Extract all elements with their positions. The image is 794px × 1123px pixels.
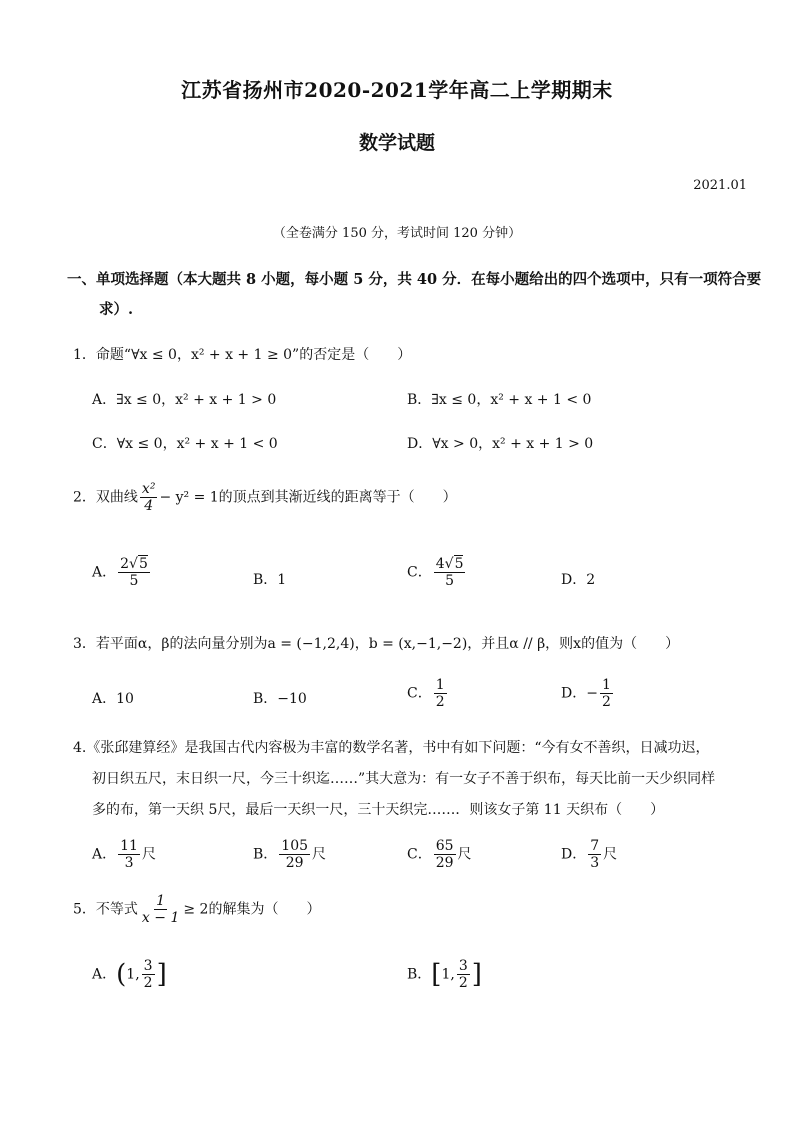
question-4-option-b-fraction — [279, 838, 310, 871]
question-5-option-a-fraction — [142, 958, 155, 991]
question-4-option-b-label: B． — [253, 846, 278, 863]
question-1-option-d: D．∀x > 0，x² + x + 1 > 0 — [407, 436, 594, 452]
question-3-option-d — [561, 677, 615, 710]
question-3-option-d-label: D．− — [561, 685, 598, 702]
question-5-option-a-num: 3 — [143, 958, 153, 974]
question-2-frac-num: x² — [141, 481, 156, 497]
question-4-line3: 多的布，第一天织 5尺，最后一天织一尺，三十天织完……．则该女子第 11 天织布（ ） — [92, 802, 665, 818]
question-4-option-a-den: 3 — [124, 855, 134, 872]
question-5-prefix: 5．不等式 — [73, 901, 138, 918]
question-5-stem — [73, 893, 320, 926]
question-4-option-a — [92, 838, 156, 871]
question-2-option-a — [92, 556, 152, 589]
question-4-option-d-fraction — [588, 838, 601, 871]
question-3-stem: 3．若平面α，β的法向量分别为a = (−1,2,4)，b = (x,−1,−2)，并且α // β，则x的值为（ ） — [73, 636, 680, 652]
question-5-option-a-left: 1, — [126, 966, 140, 983]
question-4-line2: 初日织五尺，末日织一尺，今三十织迄……”其大意为：有一女子不善于织布，每天比前一天少织同样 — [92, 771, 716, 787]
question-5-option-b — [407, 958, 482, 991]
question-1-option-a: A．∃x ≤ 0，x² + x + 1 > 0 — [92, 392, 277, 408]
question-4-option-a-label: A． — [92, 846, 117, 863]
question-3-option-c-label: C． — [407, 685, 432, 702]
exam-title: 江苏省扬州市2020-2021学年高二上学期期末 — [181, 78, 613, 102]
question-3-option-d-den: 2 — [601, 694, 611, 711]
question-4-line1: 4.《张邱建算经》是我国古代内容极为丰富的数学名著，书中有如下问题：“今有女不善织，日减功迟， — [73, 740, 710, 756]
question-2-suffix: − y² = 1的顶点到其渐近线的距离等于（ ） — [159, 489, 457, 506]
question-4-option-d-label: D． — [561, 846, 587, 863]
question-2-option-a-den: 5 — [129, 573, 139, 590]
question-1-option-c: C．∀x ≤ 0，x² + x + 1 < 0 — [92, 436, 278, 452]
question-2-option-a-fraction: $\frac{2√5}{5}$ — [120, 556, 148, 590]
question-3-option-c — [407, 677, 449, 710]
question-2-option-a-label: A． — [92, 564, 117, 581]
question-4-option-d — [561, 838, 617, 871]
question-4-option-b-unit: 尺 — [312, 846, 327, 863]
question-2-frac-den: 4 — [144, 498, 154, 515]
question-4-option-b-den: 29 — [285, 855, 304, 872]
exam-subtitle: 数学试题 — [358, 132, 435, 154]
question-3-option-d-num: 1 — [601, 677, 611, 693]
question-2-option-c-den: 5 — [445, 573, 455, 590]
question-3-option-d-fraction — [600, 677, 613, 710]
question-2-fraction — [140, 481, 158, 514]
question-5-option-a — [92, 958, 167, 991]
section-heading-line2: 求）. — [99, 301, 134, 318]
question-5-option-b-den: 2 — [458, 975, 468, 992]
section-heading-line1: 一、单项选择题（本大题共 8 小题，每小题 5 分，共 40 分．在每小题给出的四个选项中，只有一项符合要 — [67, 271, 762, 288]
question-2-option-a-radicand: 5 — [138, 556, 148, 572]
question-3-option-c-fraction — [434, 677, 447, 710]
question-5-frac-num: 1 — [156, 893, 166, 909]
question-2-option-d: D．2 — [561, 572, 596, 588]
question-5-frac-den: x − 1 — [141, 910, 180, 927]
exam-date: 2021.01 — [693, 178, 747, 193]
question-4-option-b — [253, 838, 326, 871]
question-2-option-c-radicand: 5 — [454, 556, 464, 572]
question-5-option-b-open: [ — [431, 959, 442, 990]
question-2-option-c-fraction: $\frac{4√5}{5}$ — [435, 556, 464, 590]
question-5-option-b-num: 3 — [458, 958, 468, 974]
question-3-option-c-den: 2 — [435, 694, 445, 711]
question-4-option-a-unit: 尺 — [141, 846, 156, 863]
question-4-option-c-den: 29 — [435, 855, 454, 872]
question-5-option-a-label: A． — [92, 966, 117, 983]
question-1-option-b: B．∃x ≤ 0，x² + x + 1 < 0 — [407, 392, 592, 408]
question-3-option-a: A．10 — [92, 691, 134, 707]
question-1-stem: 1．命题“∀x ≤ 0，x² + x + 1 ≥ 0”的否定是（ ） — [73, 347, 412, 363]
question-5-option-b-close: ] — [471, 959, 482, 990]
question-2-option-c-label: C． — [407, 564, 432, 581]
question-2-stem — [73, 481, 457, 514]
question-4-option-d-num: 7 — [590, 838, 600, 854]
question-4-option-c-unit: 尺 — [457, 846, 472, 863]
question-2-option-c — [407, 556, 467, 589]
question-4-option-d-den: 3 — [590, 855, 600, 872]
question-4-option-c — [407, 838, 472, 871]
question-4-option-c-label: C． — [407, 846, 432, 863]
question-3-option-b: B．−10 — [253, 691, 307, 707]
question-4-option-c-fraction — [434, 838, 456, 871]
question-2-prefix: 2．双曲线 — [73, 489, 138, 506]
question-5-option-a-close: ] — [156, 959, 167, 990]
question-2-option-a-coef: 2 — [120, 556, 130, 572]
question-5-option-a-open: ( — [116, 959, 127, 990]
question-4-option-b-num: 105 — [281, 838, 309, 854]
exam-note: （全卷满分 150 分，考试时间 120 分钟） — [272, 226, 522, 241]
question-4-option-c-num: 65 — [435, 838, 454, 854]
question-5-option-b-left: 1, — [441, 966, 455, 983]
question-5-option-b-label: B． — [407, 966, 432, 983]
question-4-option-a-fraction — [118, 838, 140, 871]
question-2-option-b: B．1 — [253, 572, 287, 588]
question-5-option-a-den: 2 — [143, 975, 153, 992]
question-3-option-c-num: 1 — [435, 677, 445, 693]
question-5-fraction — [140, 893, 181, 926]
question-2-option-c-coef: 4 — [435, 556, 445, 572]
question-5-option-b-fraction — [457, 958, 470, 991]
question-4-option-d-unit: 尺 — [603, 846, 618, 863]
question-5-suffix: ≥ 2的解集为（ ） — [183, 901, 321, 918]
question-4-option-a-num: 11 — [120, 838, 138, 854]
